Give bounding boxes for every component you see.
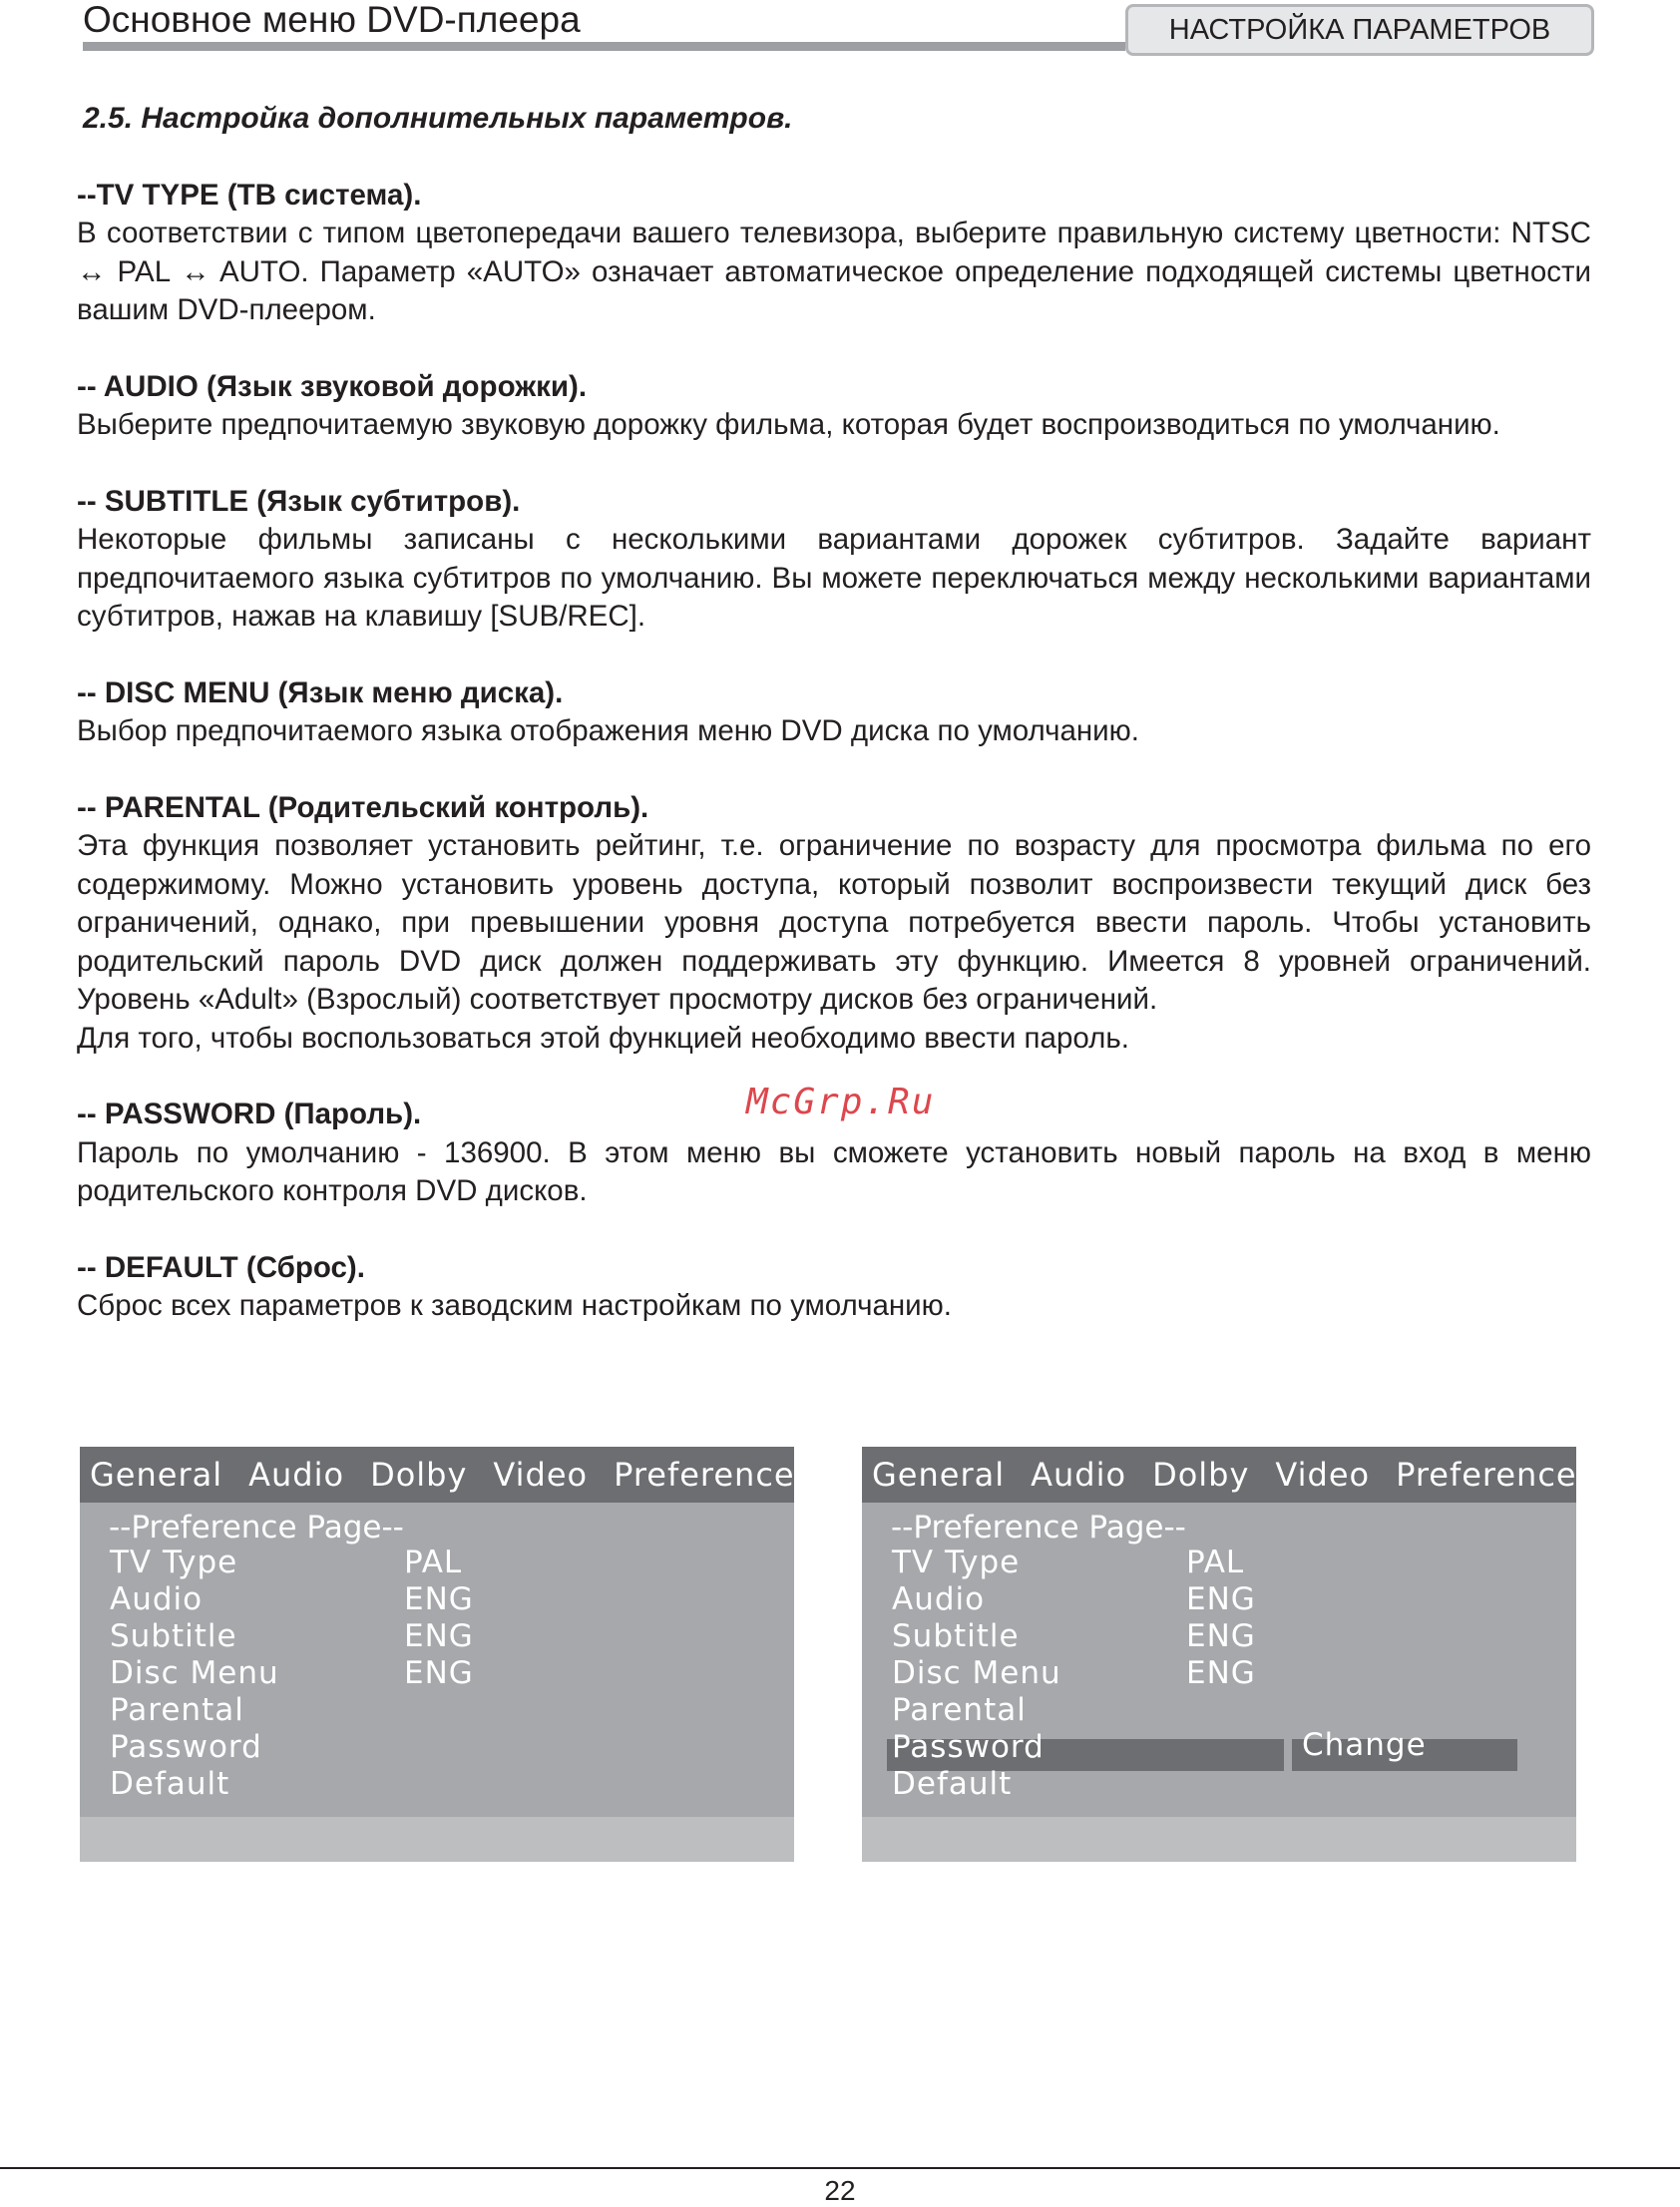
- osd-value-audio: ENG: [1186, 1581, 1256, 1617]
- osd-item-tv-type: TV Type: [110, 1545, 238, 1580]
- tv-type-section: [77, 177, 1591, 330]
- osd-item-password: Password: [892, 1729, 1045, 1765]
- osd-value-audio: ENG: [404, 1581, 474, 1617]
- osd-item-disc-menu: Disc Menu: [110, 1655, 279, 1691]
- section-title: -- AUDIO (Язык звуковой дорожки).: [77, 369, 588, 403]
- osd-item-audio: Audio: [892, 1581, 986, 1617]
- osd-tab-dolby: Dolby: [370, 1456, 468, 1494]
- parental-section: [77, 789, 1591, 1059]
- osd-value-disc-menu: ENG: [404, 1655, 474, 1691]
- osd-footer: [80, 1817, 794, 1862]
- osd-tab-general: General: [872, 1456, 1006, 1494]
- section-body: Эта функция позволяет установить рейтинг, т.е. ограничение по возрасту для просмотра фильма по его содержимому. Можно установить уровень доступа, который позволит воспроизвести текущий диск без ограничений, однако, при превышении уровня доступа потребуется ввести пароль. Чтобы установить родительский пароль DVD диск должен поддерживать эту функцию. Имеется 8 уровней ограничений. Уровень «Adult» (Взрослый) соответствует просмотру дисков без ограничений.: [77, 829, 1591, 1016]
- audio-section: [77, 368, 1591, 445]
- osd-page-title: --Preference Page--: [891, 1510, 1186, 1545]
- section-tab: НАСТРОЙКА ПАРАМЕТРОВ: [1125, 4, 1594, 56]
- osd-tab-audio: Audio: [1031, 1456, 1127, 1494]
- osd-item-subtitle: Subtitle: [110, 1618, 237, 1654]
- osd-item-tv-type: TV Type: [892, 1545, 1021, 1580]
- document-body: [77, 94, 1591, 1326]
- osd-value-tv-type: PAL: [404, 1545, 463, 1580]
- section-body: Некоторые фильмы записаны с несколькими вариантами дорожек субтитров. Задайте вариант предпочитаемого языка субтитров по умолчанию. Вы можете переключаться между несколькими вариантами субтитров, нажав на клавишу [SUB/REC].: [77, 523, 1591, 633]
- watermark: McGrp.Ru: [746, 1082, 936, 1122]
- osd-item-parental: Parental: [110, 1692, 244, 1728]
- osd-footer: [862, 1817, 1576, 1862]
- default-section: [77, 1249, 1591, 1326]
- osd-page-title: --Preference Page--: [109, 1510, 404, 1545]
- osd-tab-preference: Preference: [1396, 1456, 1577, 1494]
- section-heading: 2.5. Настройка дополнительных параметров.: [83, 102, 793, 135]
- osd-change-option: Change: [1302, 1727, 1427, 1763]
- osd-menu-default: [80, 1447, 794, 1862]
- osd-tab-preference: Preference: [614, 1456, 795, 1494]
- section-body: Выберите предпочитаемую звуковую дорожку фильма, которая будет воспроизводиться по умолчанию.: [77, 408, 1500, 441]
- osd-value-disc-menu: ENG: [1186, 1655, 1256, 1691]
- osd-tab-video: Video: [493, 1456, 589, 1494]
- page-header: [0, 0, 1680, 60]
- section-title: -- PASSWORD (Пароль).: [77, 1098, 422, 1130]
- osd-tab-audio: Audio: [248, 1456, 345, 1494]
- section-body: В соответствии с типом цветопередачи вашего телевизора, выберите правильную систему цветности: NTSC ↔ PAL ↔ AUTO. Параметр «AUTO» означает автоматическое определение подходящей системы цветности вашим DVD-плеером.: [77, 217, 1591, 326]
- osd-item-disc-menu: Disc Menu: [892, 1655, 1061, 1691]
- osd-tab-bar: [80, 1447, 794, 1503]
- osd-item-default: Default: [110, 1766, 230, 1802]
- footer-rule: [0, 2167, 1680, 2169]
- section-title: -- SUBTITLE (Язык субтитров).: [77, 484, 521, 518]
- osd-item-password: Password: [110, 1729, 262, 1765]
- section-body: Пароль по умолчанию - 136900. В этом меню вы сможете установить новый пароль на вход в меню родительского контроля DVD дисков.: [77, 1135, 1591, 1207]
- section-title: -- DISC MENU (Язык меню диска).: [77, 675, 564, 709]
- osd-menu-password-selected: [862, 1447, 1576, 1862]
- osd-tab-bar: [862, 1447, 1576, 1503]
- osd-value-subtitle: ENG: [1186, 1618, 1256, 1654]
- section-body-note: Для того, чтобы воспользоваться этой функцией необходимо ввести пароль.: [77, 1021, 1129, 1055]
- section-body: Выбор предпочитаемого языка отображения меню DVD диска по умолчанию.: [77, 714, 1139, 747]
- header-rule: [83, 42, 1125, 51]
- section-title: -- DEFAULT (Сброс).: [77, 1250, 365, 1284]
- subtitle-section: [77, 483, 1591, 637]
- page-number: 22: [824, 2175, 856, 2206]
- osd-tab-dolby: Dolby: [1152, 1456, 1250, 1494]
- osd-tab-general: General: [90, 1456, 223, 1494]
- osd-item-default: Default: [892, 1766, 1013, 1802]
- osd-value-subtitle: ENG: [404, 1618, 474, 1654]
- osd-item-audio: Audio: [110, 1581, 204, 1617]
- osd-item-subtitle: Subtitle: [892, 1618, 1020, 1654]
- disc-menu-section: [77, 674, 1591, 751]
- section-body: Сброс всех параметров к заводским настройкам по умолчанию.: [77, 1289, 952, 1322]
- osd-tab-video: Video: [1275, 1456, 1371, 1494]
- osd-item-parental: Parental: [892, 1692, 1027, 1728]
- page-header-title: Основное меню DVD-плеера: [83, 0, 581, 40]
- section-title: --TV TYPE (ТВ система).: [77, 178, 422, 212]
- osd-value-tv-type: PAL: [1186, 1545, 1245, 1580]
- section-title: -- PARENTAL (Родительский контроль).: [77, 790, 649, 824]
